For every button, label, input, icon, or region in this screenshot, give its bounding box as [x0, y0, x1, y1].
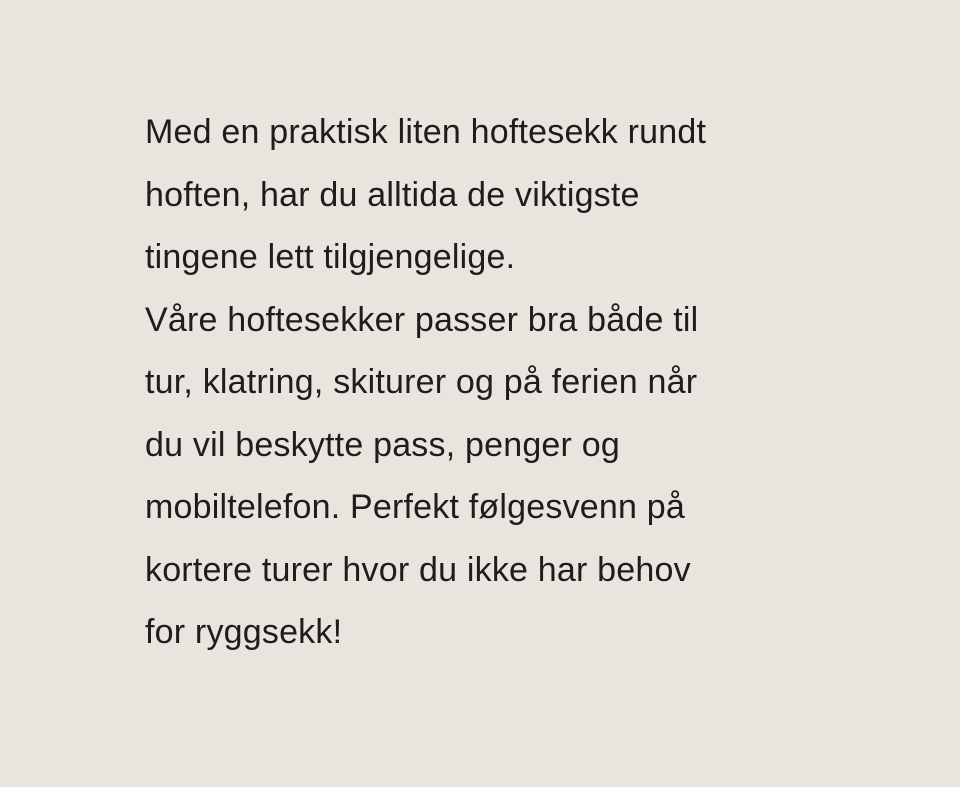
- description-line: du vil beskytte pass, penger og: [145, 425, 620, 464]
- product-description: [145, 101, 706, 664]
- description-line: mobiltelefon. Perfekt følgesvenn på: [145, 488, 685, 526]
- description-line: tur, klatring, skiturer og på ferien når: [145, 363, 698, 401]
- description-line: kortere turer hvor du ikke har behov: [145, 550, 691, 589]
- description-line: for ryggsekk!: [145, 613, 343, 651]
- description-line: Våre hoftesekker passer bra både til: [145, 300, 699, 339]
- description-line: tingene lett tilgjengelige.: [145, 238, 516, 276]
- description-line: hoften, har du alltida de viktigste: [145, 175, 640, 214]
- description-line: Med en praktisk liten hoftesekk rundt: [145, 113, 707, 151]
